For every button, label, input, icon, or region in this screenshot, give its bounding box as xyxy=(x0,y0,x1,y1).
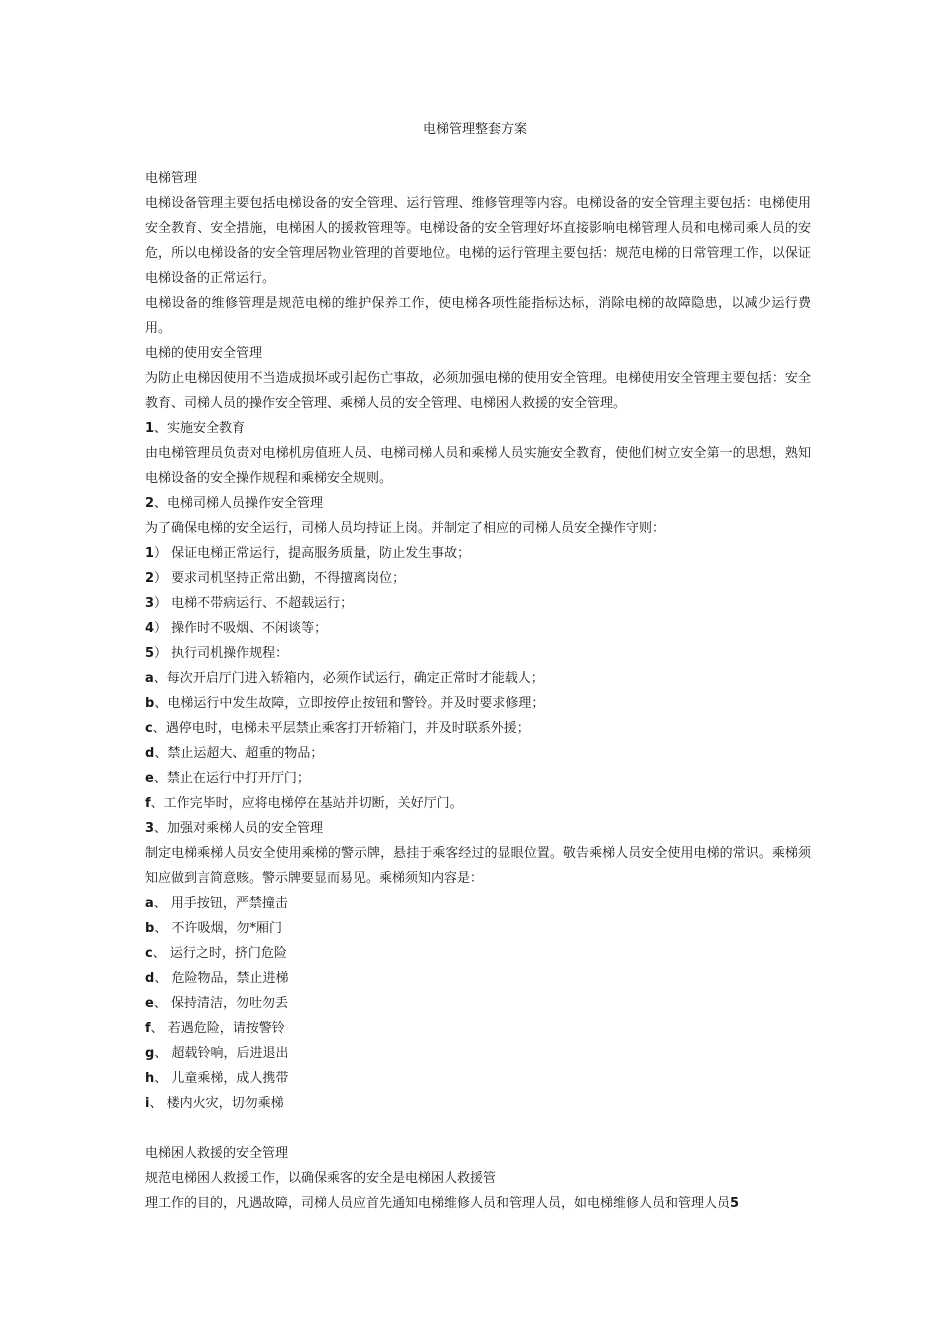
section-1-title: 、实施安全教育 xyxy=(154,421,246,436)
list-item-text: 、禁止在运行中打开厅门； xyxy=(153,771,310,786)
document-body xyxy=(145,166,811,1216)
list-item-text: ） 保证电梯正常运行，提高服务质量，防止发生事故； xyxy=(154,546,471,561)
list-item xyxy=(145,766,811,791)
list-item-number: 5 xyxy=(145,646,155,661)
list-item-text: 、 保持清洁，勿吐勿丢 xyxy=(153,996,288,1011)
list-item-text: 、 儿童乘梯，成人携带 xyxy=(154,1071,289,1086)
intro-paragraph-1: 电梯设备管理主要包括电梯设备的安全管理、运行管理、维修管理等内容。电梯设备的安全管理主要包括：电梯使用安全教育、安全措施，电梯困人的援救管理等。电梯设备的安全管理好坏直接影响电梯管理人员和电梯司乘人员的安危，所以电梯设备的安全管理居物业管理的首要地位。电梯的运行管理主要包括：规范电梯的日常管理工作，以保证电梯设备的正常运行。 xyxy=(145,196,811,286)
list-item-letter: c xyxy=(145,721,153,736)
list-item-letter: g xyxy=(145,1046,155,1061)
list-item xyxy=(145,891,811,916)
list-item-letter: d xyxy=(145,971,155,986)
list-item-text: 、 危险物品，禁止进梯 xyxy=(154,971,289,986)
list-item-text: 、禁止运超大、超重的物品； xyxy=(154,746,324,761)
rescue-heading: 电梯困人救援的安全管理 xyxy=(145,1146,289,1161)
intro-paragraph-2: 电梯设备的维修管理是规范电梯的维护保养工作，使电梯各项性能指标达标，消除电梯的故障隐患，以减少运行费用。 xyxy=(145,296,811,336)
section-3-number: 3 xyxy=(145,821,155,836)
list-item-letter: a xyxy=(145,671,154,686)
list-item xyxy=(145,791,811,816)
use-heading: 电梯的使用安全管理 xyxy=(145,346,263,361)
section-2-paragraph: 为了确保电梯的安全运行，司梯人员均持证上岗。并制定了相应的司梯人员安全操作守则： xyxy=(145,521,666,536)
document-title: 电梯管理整套方案 xyxy=(422,122,527,137)
list-item-letter: b xyxy=(145,921,155,936)
list-item-number: 2 xyxy=(145,571,155,586)
list-item-number: 1 xyxy=(145,546,155,561)
list-item-text: ） 要求司机坚持正常出勤，不得擅离岗位； xyxy=(154,571,406,586)
list-item-letter: f xyxy=(145,1021,151,1036)
list-item-text: 、工作完毕时，应将电梯停在基站并切断，关好厅门。 xyxy=(150,796,463,811)
list-item-number: 4 xyxy=(145,621,155,636)
list-item-text: ） 执行司机操作规程： xyxy=(154,646,289,661)
list-item xyxy=(145,991,811,1016)
blank-line xyxy=(145,1116,811,1141)
list-item-letter: b xyxy=(145,696,155,711)
list-item xyxy=(145,641,811,666)
section-1-heading xyxy=(145,416,811,441)
list-item xyxy=(145,1066,811,1091)
rescue-paragraph-2-number: 5 xyxy=(730,1196,740,1211)
list-item-letter: d xyxy=(145,746,155,761)
list-item-text: 、遇停电时，电梯未平层禁止乘客打开轿箱门，并及时联系外援； xyxy=(152,721,530,736)
section-3-paragraph: 制定电梯乘梯人员安全使用乘梯的警示牌，悬挂于乘客经过的显眼位置。敬告乘梯人员安全使用电梯的常识。乘梯须知应做到言简意赅。警示牌要显而易见。乘梯须知内容是： xyxy=(145,846,811,886)
list-item-letter: a xyxy=(145,896,154,911)
list-item-text: 、 运行之时，挤门危险 xyxy=(152,946,287,961)
list-item-text: 、 不许吸烟，勿*厢门 xyxy=(154,921,282,936)
list-item-letter: e xyxy=(145,996,154,1011)
list-item-text: 、 超载铃响，后进退出 xyxy=(154,1046,289,1061)
list-item xyxy=(145,741,811,766)
list-item xyxy=(145,1016,811,1041)
list-item-text: 、 楼内火灾，切勿乘梯 xyxy=(149,1096,284,1111)
list-item xyxy=(145,616,811,641)
list-item xyxy=(145,591,811,616)
list-item xyxy=(145,916,811,941)
list-item-text: 、 若遇危险，请按警铃 xyxy=(150,1021,285,1036)
list-item xyxy=(145,541,811,566)
list-item xyxy=(145,1091,811,1116)
list-item xyxy=(145,966,811,991)
section-2-number: 2 xyxy=(145,496,155,511)
list-item-text: 、每次开启厅门进入轿箱内，必须作试运行，确定正常时才能载人； xyxy=(153,671,544,686)
list-item-letter: e xyxy=(145,771,154,786)
list-item-text: ） 操作时不吸烟、不闲谈等； xyxy=(154,621,328,636)
section-1-number: 1 xyxy=(145,421,155,436)
rescue-paragraph-2-text: 理工作的目的，凡遇故障，司梯人员应首先通知电梯维修人员和管理人员，如电梯维修人员和管理人员 xyxy=(145,1196,731,1211)
section-3-heading xyxy=(145,816,811,841)
list-item xyxy=(145,941,811,966)
use-paragraph: 为防止电梯因使用不当造成损坏或引起伤亡事故，必须加强电梯的使用安全管理。电梯使用安全管理主要包括：安全教育、司梯人员的操作安全管理、乘梯人员的安全管理、电梯困人救援的安全管理。 xyxy=(145,371,811,411)
list-item-text: ） 电梯不带病运行、不超载运行； xyxy=(154,596,354,611)
list-item-letter: f xyxy=(145,796,151,811)
list-item-text: 、电梯运行中发生故障，立即按停止按钮和警铃。并及时要求修理； xyxy=(154,696,545,711)
list-item-letter: i xyxy=(145,1096,150,1111)
rescue-paragraph-1: 规范电梯困人救援工作，以确保乘客的安全是电梯困人救援管 xyxy=(145,1171,497,1186)
list-item-letter: h xyxy=(145,1071,155,1086)
list-item xyxy=(145,691,811,716)
list-item xyxy=(145,716,811,741)
list-item-text: 、 用手按钮，严禁撞击 xyxy=(153,896,288,911)
list-item-number: 3 xyxy=(145,596,155,611)
list-item xyxy=(145,1041,811,1066)
section-3-title: 、加强对乘梯人员的安全管理 xyxy=(154,821,324,836)
list-item xyxy=(145,566,811,591)
rescue-paragraph-2 xyxy=(145,1191,811,1216)
list-item xyxy=(145,666,811,691)
section-1-paragraph: 由电梯管理员负责对电梯机房值班人员、电梯司梯人员和乘梯人员实施安全教育，使他们树立安全第一的思想，熟知电梯设备的安全操作规程和乘梯安全规则。 xyxy=(145,446,811,486)
intro-heading: 电梯管理 xyxy=(145,171,198,186)
list-item-letter: c xyxy=(145,946,153,961)
section-2-title: 、电梯司梯人员操作安全管理 xyxy=(154,496,324,511)
section-2-heading xyxy=(145,491,811,516)
